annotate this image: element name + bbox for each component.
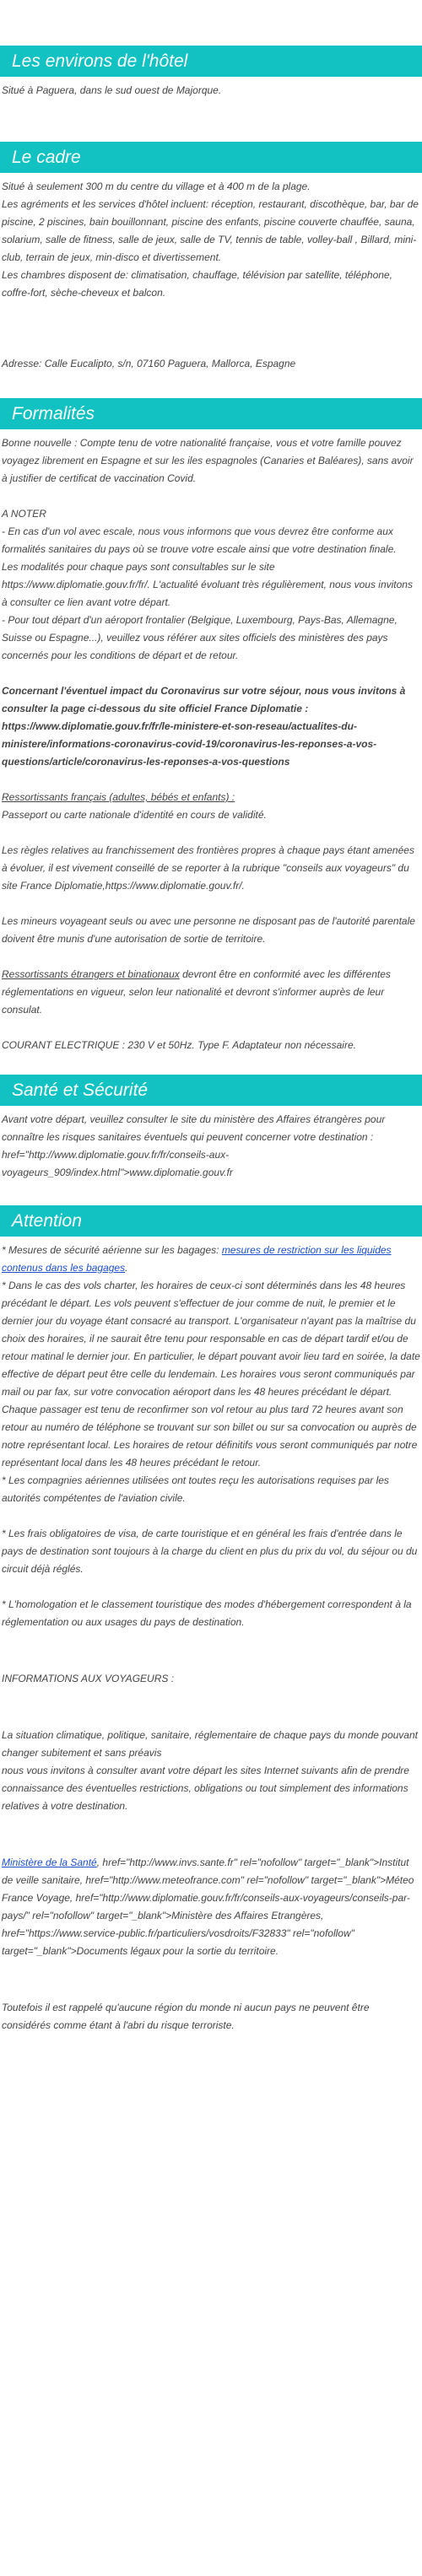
section-title-formalites: Formalités	[0, 398, 422, 429]
section-title-cadre: Le cadre	[0, 142, 422, 173]
useful-links	[2, 1854, 420, 1960]
baggage-measures: * Mesures de sécurité aérienne sur les bagages: mesures de restriction sur les liquides contenus dans les bagages.	[2, 1244, 392, 1274]
traveler-info-situation: La situation climatique, politique, sanitaire, réglementaire de chaque pays du monde pouvant changer subitement et sans préavis	[2, 1729, 418, 1759]
note-border-airport: - Pour tout départ d'un aéroport frontalier (Belgique, Luxembourg, Pays-Bas, Allemagne, Suisse ou Espagne...), veuillez vous référer aux sites officiels des ministères des pays concernés pour les conditions de départ et de retour.	[2, 614, 398, 661]
ministry-health-link[interactable]: Ministère de la Santé	[2, 1857, 97, 1868]
liquids-restriction-link[interactable]: mesures de restriction sur les liquides contenus dans les bagages	[2, 1244, 392, 1274]
traveler-info-sites: nous vous invitons à consulter avant votre départ les sites Internet suivants afin de prendre connaissance des éventuelles restrictions, obligations ou tout simplement des informations relatives à votre destination.	[2, 1765, 409, 1812]
french-nationals-title: Ressortissants français (adultes, bébés et enfants) :	[2, 791, 235, 803]
note-modalities: Les modalités pour chaque pays sont consultables sur le site https://www.diplomatie.gouv.fr/fr/. L'actualité évoluant très régulièrement, nous vous invitons à consulter ce lien avant votre départ.	[2, 561, 413, 608]
useful-links-text: , href="http://www.invs.sante.fr" rel="nofollow" target="_blank">Institut de veille sanitaire, href="http://www.meteofrance.com" rel="nofollow" target="_blank">Méteo France Voyage, href="http://www.diplomatie.gouv.fr/fr/conseils-aux-voyageurs/conseils-par-pays/" rel="nofollow" target="_blank">Ministère des Affaires Etrangères, href="https://www.service-public.fr/particuliers/vosdroits/F32833" rel="nofollow" target="_blank">Documents légaux pour la sortie du territoire.	[2, 1857, 414, 1957]
hotel-address: Adresse: Calle Eucalipto, s/n, 07160 Paguera, Mallorca, Espagne	[2, 358, 296, 369]
electric-current: COURANT ELECTRIQUE : 230 V et 50Hz. Type F. Adaptateur non nécessaire.	[2, 1039, 356, 1051]
homologation: * L'homologation et le classement touristique des modes d'hébergement correspondent à la réglementation ou aux usages du pays de destination.	[2, 1598, 412, 1628]
charter-times: * Dans le cas des vols charter, les horaires de ceux-ci sont déterminés dans les 48 heures précédant le départ. Les vols peuvent s'effectuer de jour comme de nuit, le premier et le dernier jour du voyage étant consacré au transport. L'organisateur n'ayant pas la maîtrise du choix des horaires, il ne saurait être tenu pour responsable en cas de départ tardif et/ou de retour matinal le dernier jour. En particulier, le départ pouvant avoir lieu tard en soirée, la date effective de départ peut être celle du lendemain. Les horaires vous seront communiqués par mail ou par fax, sur votre convocation aéroport dans les 48 heures précédant le départ. Chaque passager est tenu de reconfirmer son vol retour au plus tard 72 heures avant son retour au numéro de téléphone se trouvant sur son billet ou sur sa convocation ou auprès de notre représentant local. Les horaires de retour définitifs vous seront communiqués par notre représentant local dans les 48 heures précédant le retour.	[2, 1280, 420, 1469]
sante-text: Avant votre départ, veuillez consulter le site du ministère des Affaires étrangères pour connaître les risques sanitaires éventuels qui peuvent concerner votre destination : href="http://www.diplomatie.gouv.fr/fr/conseils-aux-voyageurs_909/index.html">www.diplomatie.gouv.fr	[2, 1113, 386, 1178]
cadre-rooms: Les chambres disposent de: climatisation, chauffage, télévision par satellite, téléphone, coffre-fort, sèche-cheveux et balcon.	[2, 269, 392, 299]
covid-notice: Concernant l'éventuel impact du Coronavirus sur votre séjour, nous vous invitons à consulter la page ci-dessous du site officiel France Diplomatie : https://www.diplomatie.gouv.fr/fr/le-ministere-et-son-reseau/actualites-du-ministere/informations-coronavirus-covid-19/coronavirus-les-reponses-a-vos-questions/article/coronavirus-les-reponses-a-vos-questions	[2, 685, 406, 768]
foreign-nationals	[2, 966, 420, 1019]
environs-text: Situé à Paguera, dans le sud ouest de Majorque.	[2, 84, 222, 96]
section-title-environs: Les environs de l'hôtel	[0, 46, 422, 77]
minors-rule: Les mineurs voyageant seuls ou avec une personne ne disposant pas de l'autorité parentale doivent être munis d'une autorisation de sortie de territoire.	[2, 915, 415, 945]
mandatory-fees: * Les frais obligatoires de visa, de carte touristique et en général les frais d'entrée dans le pays de destination sont toujours à la charge du client en plus du prix du vol, du séjour ou du circuit déjà réglés.	[2, 1528, 418, 1575]
formalites-intro: Bonne nouvelle : Compte tenu de votre nationalité française, vous et votre famille pouvez voyagez librement en Espagne et sur les iles espagnoles (Canaries et Baléares), sans avoir à justifier de certificat de vaccination Covid.	[2, 437, 414, 484]
note-layover: - En cas d'un vol avec escale, nous vous informons que vous devrez être conforme aux formalités sanitaires du pays où se trouve votre escale ainsi que votre destination finale.	[2, 525, 397, 555]
foreign-nationals-title: Ressortissants étrangers et binationaux	[2, 968, 180, 980]
note-title: A NOTER	[2, 508, 46, 520]
traveler-info-title: INFORMATIONS AUX VOYAGEURS :	[2, 1673, 175, 1684]
airlines-authorized: * Les compagnies aériennes utilisées ont toutes reçu les autorisations requises par les autorités compétentes de l'aviation civile.	[2, 1474, 389, 1504]
cadre-location: Situé à seulement 300 m du centre du village et à 400 m de la plage.	[2, 181, 311, 192]
foreign-nationals-text: devront être en conformité avec les différentes réglementations en vigueur, selon leur nationalité et devront s'informer auprès de leur consulat.	[2, 968, 391, 1016]
section-title-attention: Attention	[0, 1205, 422, 1237]
border-rules: Les règles relatives au franchissement des frontières propres à chaque pays étant amenées à évoluer, il est vivement conseillé de se reporter à la rubrique "conseils aux voyageurs" du site France Diplomatie,https://www.diplomatie.gouv.fr/.	[2, 844, 414, 892]
terrorism-notice: Toutefois il est rappelé qu'aucune région du monde ni aucun pays ne peuvent être considérés comme étant à l'abri du risque terroriste.	[2, 2002, 370, 2031]
section-title-sante: Santé et Sécurité	[0, 1075, 422, 1106]
french-nationals-text: Passeport ou carte nationale d'identité en cours de validité.	[2, 809, 267, 821]
cadre-services: Les agréments et les services d'hôtel incluent: réception, restaurant, discothèque, bar, bar de piscine, 2 piscines, bain bouillonnant, piscine des enfants, piscine couverte chauffée, sauna, solarium, salle de fitness, salle de jeux, salle de TV, tennis de table, volley-ball , Billard, mini-club, terrain de jeux, min-disco et divertissement.	[2, 198, 419, 263]
